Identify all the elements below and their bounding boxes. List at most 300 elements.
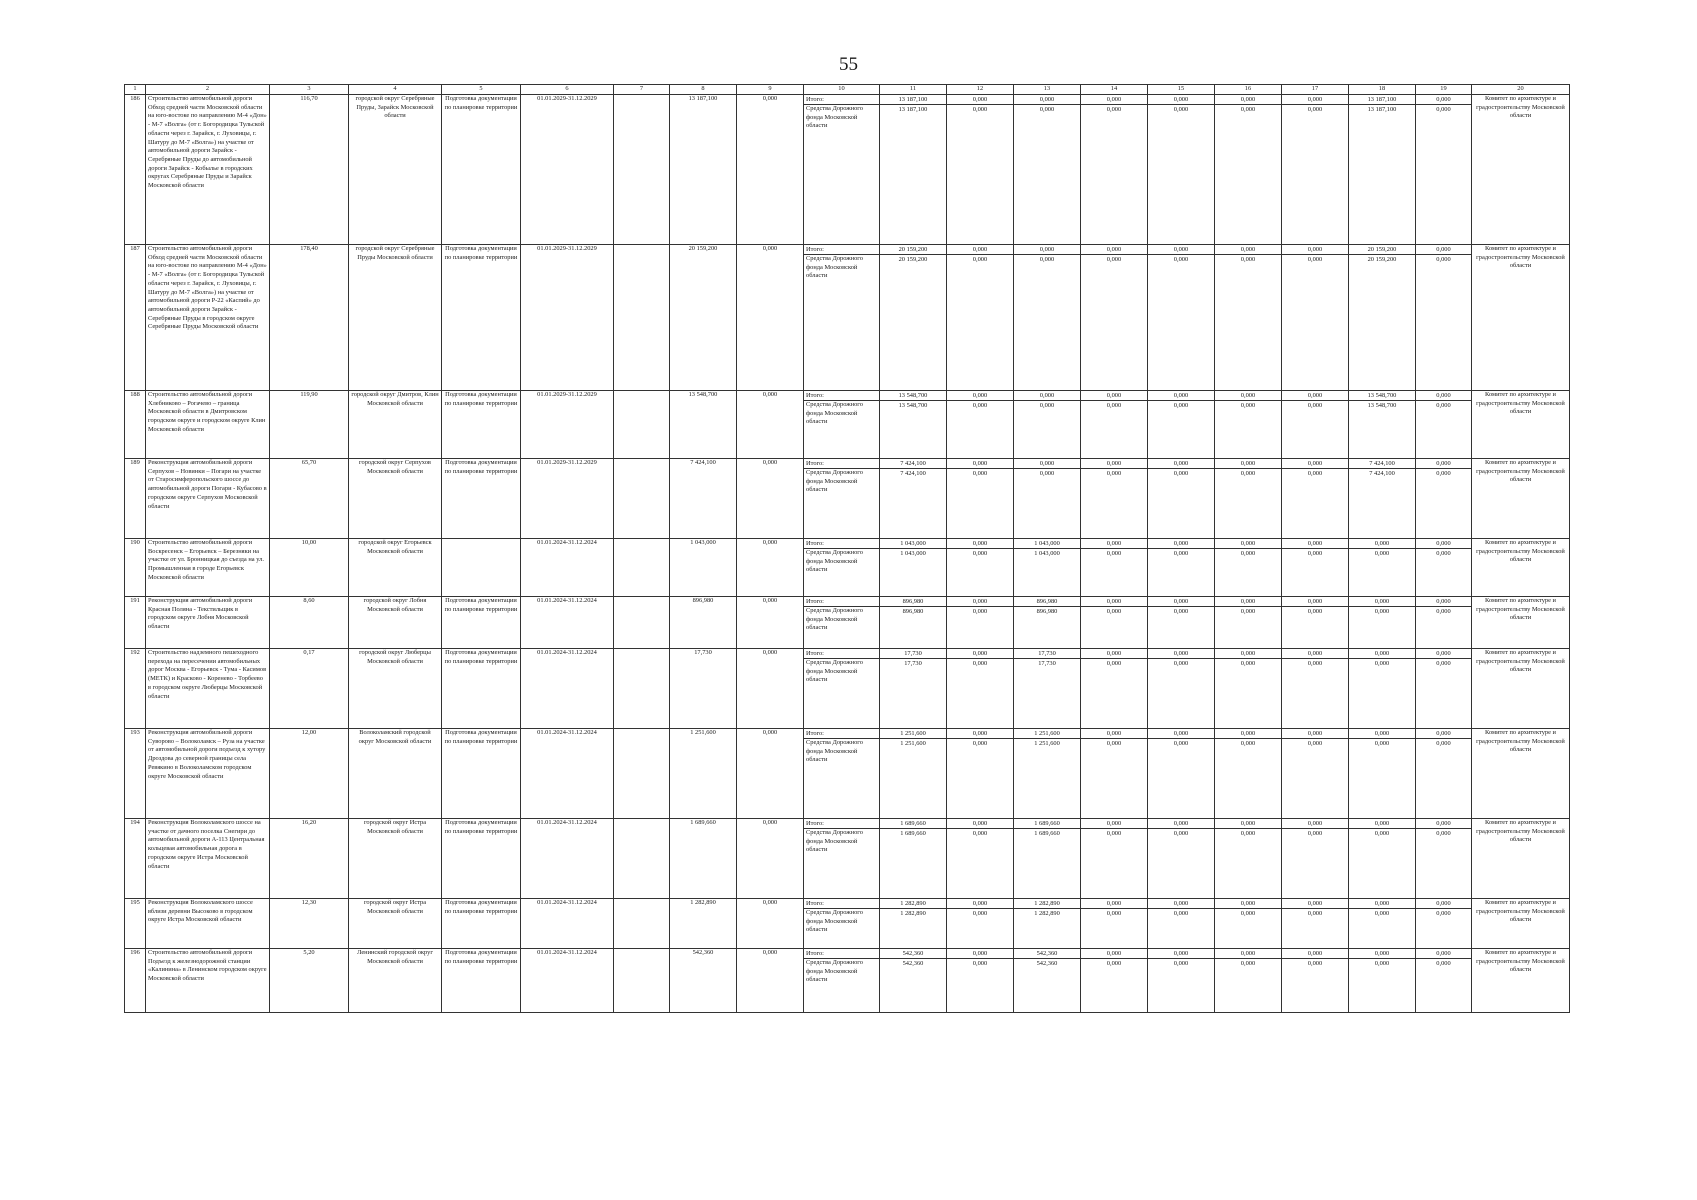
amount-col-15 xyxy=(1148,459,1215,539)
financing-total-label: Итого: xyxy=(804,539,879,549)
amount-col-15 xyxy=(1148,729,1215,819)
amount-source: 0,000 xyxy=(972,660,988,667)
amount-col-17 xyxy=(1282,899,1349,949)
amount-total: 0,000 xyxy=(1148,95,1214,105)
column-7 xyxy=(614,819,670,899)
amount-col-16 xyxy=(1215,819,1282,899)
amount-total: 0,000 xyxy=(1081,819,1147,829)
cost: 542,360 xyxy=(670,949,737,1013)
object-name: Строительство надземного пешеходного перехода на пересечении автомобильных дорог Москва - Егорьевск - Тума - Касимов (МЕТК) и Красково - Коренево - Торбеево в городском округе Люберцы Московской области xyxy=(146,649,270,729)
road-length: 116,70 xyxy=(270,95,349,245)
amount-total: 0,000 xyxy=(1081,245,1147,255)
amount-source: 0,000 xyxy=(1039,402,1055,409)
location: городской округ Серебряные Пруды Московской области xyxy=(349,245,442,391)
amount-total: 7 424,100 xyxy=(1349,459,1415,469)
financing-source-label: Средства Дорожного фонда Московской области xyxy=(806,739,863,764)
financing-total-label: Итого: xyxy=(804,459,879,469)
amount-total: 0,000 xyxy=(1215,391,1281,401)
amount-total: 0,000 xyxy=(1282,391,1348,401)
amount-col-15 xyxy=(1148,649,1215,729)
amount-source: 1 043,000 xyxy=(900,550,926,557)
location: городской округ Серебряные Пруды, Зарайск Московской области xyxy=(349,95,442,245)
amount-source: 0,000 xyxy=(1374,830,1390,837)
row-number: 186 xyxy=(125,95,146,245)
work-type: Подготовка документации по планировке территории xyxy=(442,597,521,649)
amount-source: 0,000 xyxy=(1106,830,1122,837)
amount-total: 13 187,100 xyxy=(1349,95,1415,105)
column-7 xyxy=(614,459,670,539)
table-row xyxy=(125,95,1570,245)
amount-source: 0,000 xyxy=(1374,550,1390,557)
amount-col-11 xyxy=(880,729,947,819)
column-number-19: 19 xyxy=(1416,85,1472,95)
executor: Комитет по архитектуре и градостроительству Московской области xyxy=(1472,459,1570,539)
amount-source: 0,000 xyxy=(972,910,988,917)
road-length: 178,40 xyxy=(270,245,349,391)
column-7 xyxy=(614,245,670,391)
amount-col-15 xyxy=(1148,899,1215,949)
amount-total: 1 282,890 xyxy=(880,899,946,909)
amount-total: 0,000 xyxy=(1215,949,1281,959)
cost: 20 159,200 xyxy=(670,245,737,391)
amount-source: 7 424,100 xyxy=(900,470,926,477)
row-number: 196 xyxy=(125,949,146,1013)
amount-total: 0,000 xyxy=(1282,597,1348,607)
amount-col-18 xyxy=(1349,899,1416,949)
amount-source: 0,000 xyxy=(1173,660,1189,667)
column-number-row xyxy=(125,85,1570,95)
amount-source: 0,000 xyxy=(1039,470,1055,477)
amount-source: 0,000 xyxy=(1374,740,1390,747)
amount-col-13 xyxy=(1014,95,1081,245)
amount-col-11 xyxy=(880,459,947,539)
financing-total-label: Итого: xyxy=(804,95,879,105)
amount-source: 0,000 xyxy=(1307,470,1323,477)
column-9: 0,000 xyxy=(737,729,804,819)
amount-total: 1 689,660 xyxy=(1014,819,1080,829)
amount-total: 17,730 xyxy=(880,649,946,659)
column-9: 0,000 xyxy=(737,539,804,597)
road-length: 16,20 xyxy=(270,819,349,899)
row-number: 195 xyxy=(125,899,146,949)
amount-source: 896,980 xyxy=(1036,608,1058,615)
amount-source: 0,000 xyxy=(972,470,988,477)
amount-total: 20 159,200 xyxy=(1349,245,1415,255)
amount-total: 0,000 xyxy=(1081,597,1147,607)
amount-total: 0,000 xyxy=(947,245,1013,255)
cost: 1 251,600 xyxy=(670,729,737,819)
amount-source: 0,000 xyxy=(1106,550,1122,557)
amount-source: 0,000 xyxy=(1436,402,1451,409)
amount-source: 0,000 xyxy=(972,960,988,967)
executor: Комитет по архитектуре и градостроительству Московской области xyxy=(1472,95,1570,245)
column-number-9: 9 xyxy=(737,85,804,95)
amount-col-13 xyxy=(1014,391,1081,459)
amount-total: 0,000 xyxy=(1282,649,1348,659)
financing-source-label: Средства Дорожного фонда Московской области xyxy=(806,105,863,130)
amount-total: 7 424,100 xyxy=(880,459,946,469)
amount-total: 0,000 xyxy=(1416,949,1471,959)
row-number: 193 xyxy=(125,729,146,819)
amount-source: 0,000 xyxy=(1173,740,1189,747)
amount-total: 0,000 xyxy=(1416,459,1471,469)
amount-source: 0,000 xyxy=(1173,106,1189,113)
location: городской округ Серпухов Московской области xyxy=(349,459,442,539)
column-number-16: 16 xyxy=(1215,85,1282,95)
column-number-6: 6 xyxy=(521,85,614,95)
amount-total: 1 043,000 xyxy=(880,539,946,549)
amount-total: 0,000 xyxy=(1282,95,1348,105)
object-name: Строительство автомобильной дороги Подъезд к железнодорожной станции «Калинина» в Ленинском городском округе Московской области xyxy=(146,949,270,1013)
financing-source-label: Средства Дорожного фонда Московской области xyxy=(806,469,863,494)
cost: 17,730 xyxy=(670,649,737,729)
amount-col-17 xyxy=(1282,649,1349,729)
object-name: Строительство автомобильной дороги Обход средней части Московской области на юго-востоке по направлению М-4 «Дон» - М-7 «Волга» (от г. Богородицка Тульской области через г. Зарайск, г. Луховицы, г. Шатуру до М-7 «Волга») на участке от автомобильной дороги Зарайск - Серебряные Пруды до автомобильной дороги Зарайск - Кобылье в городских округах Серебряные Пруды и Зарайск Московской области xyxy=(146,95,270,245)
amount-col-14 xyxy=(1081,539,1148,597)
amount-col-11 xyxy=(880,539,947,597)
amount-source: 0,000 xyxy=(972,106,988,113)
amount-col-14 xyxy=(1081,729,1148,819)
amount-total: 17,730 xyxy=(1014,649,1080,659)
financing-total-label: Итого: xyxy=(804,949,879,959)
location: Волоколамский городской округ Московской области xyxy=(349,729,442,819)
row-number: 190 xyxy=(125,539,146,597)
location: городской округ Лобня Московской области xyxy=(349,597,442,649)
amount-total: 0,000 xyxy=(1416,95,1471,105)
object-name: Реконструкция Волоколамского шоссе на участке от дачного поселка Снегири до автомобильной дороги А-113 Центральная кольцевая автомобильная дорога в городском округе Истра Московской области xyxy=(146,819,270,899)
financing-source-label: Средства Дорожного фонда Московской области xyxy=(806,959,863,984)
amount-source: 0,000 xyxy=(1240,470,1256,477)
column-number-3: 3 xyxy=(270,85,349,95)
amount-total: 0,000 xyxy=(1282,245,1348,255)
financing-source-label: Средства Дорожного фонда Московской области xyxy=(806,255,863,280)
amount-total: 0,000 xyxy=(1014,95,1080,105)
row-number: 194 xyxy=(125,819,146,899)
amount-col-12 xyxy=(947,391,1014,459)
amount-source: 17,730 xyxy=(904,660,922,667)
amount-total: 542,360 xyxy=(1014,949,1080,959)
location: городской округ Егорьевск Московской области xyxy=(349,539,442,597)
amount-source: 0,000 xyxy=(1307,660,1323,667)
amount-col-13 xyxy=(1014,729,1081,819)
amount-total: 0,000 xyxy=(1349,949,1415,959)
table-row xyxy=(125,819,1570,899)
work-type: Подготовка документации по планировке территории xyxy=(442,459,521,539)
amount-col-13 xyxy=(1014,949,1081,1013)
column-number-5: 5 xyxy=(442,85,521,95)
column-9: 0,000 xyxy=(737,245,804,391)
financing-total-label: Итого: xyxy=(804,649,879,659)
amount-source: 0,000 xyxy=(1374,660,1390,667)
amount-source: 0,000 xyxy=(1106,960,1122,967)
amount-total: 0,000 xyxy=(1349,729,1415,739)
amount-col-16 xyxy=(1215,597,1282,649)
amount-col-13 xyxy=(1014,245,1081,391)
amount-total: 0,000 xyxy=(947,95,1013,105)
cost: 1 282,890 xyxy=(670,899,737,949)
executor: Комитет по архитектуре и градостроительству Московской области xyxy=(1472,391,1570,459)
amount-total: 0,000 xyxy=(1081,729,1147,739)
work-type: Подготовка документации по планировке территории xyxy=(442,391,521,459)
amount-total: 0,000 xyxy=(1014,459,1080,469)
table-row xyxy=(125,539,1570,597)
amount-source: 0,000 xyxy=(1436,550,1451,557)
executor: Комитет по архитектуре и градостроительству Московской области xyxy=(1472,649,1570,729)
amount-total: 0,000 xyxy=(947,729,1013,739)
amount-total: 0,000 xyxy=(1081,649,1147,659)
amount-col-11 xyxy=(880,95,947,245)
amount-total: 0,000 xyxy=(947,539,1013,549)
amount-col-12 xyxy=(947,729,1014,819)
period: 01.01.2024-31.12.2024 xyxy=(521,819,614,899)
amount-col-16 xyxy=(1215,899,1282,949)
financing-source-label: Средства Дорожного фонда Московской области xyxy=(806,549,863,574)
amount-col-16 xyxy=(1215,95,1282,245)
amount-total: 0,000 xyxy=(1416,729,1471,739)
financing-source-label: Средства Дорожного фонда Московской области xyxy=(806,401,863,426)
amount-source: 0,000 xyxy=(1173,910,1189,917)
road-length: 0,17 xyxy=(270,649,349,729)
column-7 xyxy=(614,597,670,649)
column-number-13: 13 xyxy=(1014,85,1081,95)
amount-source: 13 548,700 xyxy=(898,402,928,409)
amount-source: 0,000 xyxy=(1039,256,1055,263)
amount-source: 0,000 xyxy=(1039,106,1055,113)
object-name: Реконструкция автомобильной дороги Суворово – Волоколамск – Руза на участке от автомобильной дороги подъезд к хутору Дроздова до северной границы села Ревякино в Волоколамском городском округе Московской области xyxy=(146,729,270,819)
amount-source: 0,000 xyxy=(1173,470,1189,477)
amount-col-15 xyxy=(1148,95,1215,245)
financing-source-label: Средства Дорожного фонда Московской области xyxy=(806,829,863,854)
amount-col-14 xyxy=(1081,649,1148,729)
amount-total: 0,000 xyxy=(947,459,1013,469)
financing-source xyxy=(804,819,880,899)
column-number-17: 17 xyxy=(1282,85,1349,95)
cost: 13 187,100 xyxy=(670,95,737,245)
cost: 896,980 xyxy=(670,597,737,649)
amount-source: 0,000 xyxy=(1106,106,1122,113)
amount-source: 0,000 xyxy=(1374,960,1390,967)
program-table xyxy=(124,84,1570,1013)
amount-source: 0,000 xyxy=(1307,608,1323,615)
amount-col-18 xyxy=(1349,597,1416,649)
amount-source: 0,000 xyxy=(1436,660,1451,667)
amount-source: 0,000 xyxy=(1307,910,1323,917)
column-9: 0,000 xyxy=(737,95,804,245)
amount-source: 1 251,600 xyxy=(1034,740,1060,747)
amount-total: 1 251,600 xyxy=(1014,729,1080,739)
amount-source: 0,000 xyxy=(972,608,988,615)
column-7 xyxy=(614,95,670,245)
amount-total: 0,000 xyxy=(1349,819,1415,829)
period: 01.01.2024-31.12.2024 xyxy=(521,729,614,819)
column-7 xyxy=(614,899,670,949)
amount-col-14 xyxy=(1081,597,1148,649)
column-9: 0,000 xyxy=(737,899,804,949)
amount-total: 0,000 xyxy=(1416,649,1471,659)
column-7 xyxy=(614,391,670,459)
table-row xyxy=(125,649,1570,729)
cost: 13 548,700 xyxy=(670,391,737,459)
table-row xyxy=(125,729,1570,819)
executor: Комитет по архитектуре и градостроительству Московской области xyxy=(1472,819,1570,899)
amount-source: 0,000 xyxy=(1173,608,1189,615)
amount-source: 896,980 xyxy=(902,608,924,615)
amount-source: 0,000 xyxy=(1173,550,1189,557)
amount-total: 0,000 xyxy=(1148,729,1214,739)
financing-source-label: Средства Дорожного фонда Московской области xyxy=(806,607,863,632)
amount-col-11 xyxy=(880,391,947,459)
financing-source xyxy=(804,729,880,819)
amount-source: 0,000 xyxy=(1240,660,1256,667)
amount-col-11 xyxy=(880,899,947,949)
amount-source: 0,000 xyxy=(1307,740,1323,747)
amount-col-18 xyxy=(1349,245,1416,391)
amount-col-19 xyxy=(1416,899,1472,949)
column-7 xyxy=(614,649,670,729)
amount-col-17 xyxy=(1282,729,1349,819)
amount-col-18 xyxy=(1349,539,1416,597)
amount-col-16 xyxy=(1215,459,1282,539)
amount-source: 1 282,890 xyxy=(1034,910,1060,917)
period: 01.01.2024-31.12.2024 xyxy=(521,949,614,1013)
amount-total: 0,000 xyxy=(1215,729,1281,739)
amount-col-18 xyxy=(1349,391,1416,459)
amount-total: 0,000 xyxy=(1215,819,1281,829)
amount-total: 0,000 xyxy=(1148,819,1214,829)
amount-col-13 xyxy=(1014,597,1081,649)
financing-total-label: Итого: xyxy=(804,245,879,255)
amount-source: 542,360 xyxy=(1036,960,1058,967)
financing-total-label: Итого: xyxy=(804,899,879,909)
amount-source: 7 424,100 xyxy=(1369,470,1395,477)
road-length: 10,00 xyxy=(270,539,349,597)
amount-source: 0,000 xyxy=(1106,910,1122,917)
amount-total: 0,000 xyxy=(1148,899,1214,909)
amount-source: 0,000 xyxy=(972,740,988,747)
amount-source: 1 282,890 xyxy=(900,910,926,917)
amount-source: 0,000 xyxy=(1106,660,1122,667)
amount-col-19 xyxy=(1416,729,1472,819)
amount-total: 0,000 xyxy=(1081,459,1147,469)
amount-source: 0,000 xyxy=(972,830,988,837)
amount-source: 0,000 xyxy=(1307,960,1323,967)
amount-total: 0,000 xyxy=(1282,819,1348,829)
amount-col-17 xyxy=(1282,819,1349,899)
amount-total: 0,000 xyxy=(1349,899,1415,909)
amount-total: 0,000 xyxy=(947,649,1013,659)
amount-col-18 xyxy=(1349,649,1416,729)
amount-total: 0,000 xyxy=(1215,95,1281,105)
column-9: 0,000 xyxy=(737,459,804,539)
amount-col-19 xyxy=(1416,819,1472,899)
road-length: 12,30 xyxy=(270,899,349,949)
amount-source: 1 251,600 xyxy=(900,740,926,747)
amount-total: 0,000 xyxy=(1215,649,1281,659)
amount-total: 0,000 xyxy=(1148,597,1214,607)
amount-col-18 xyxy=(1349,95,1416,245)
column-number-18: 18 xyxy=(1349,85,1416,95)
period: 01.01.2024-31.12.2024 xyxy=(521,899,614,949)
amount-total: 0,000 xyxy=(1282,459,1348,469)
amount-col-17 xyxy=(1282,949,1349,1013)
amount-col-16 xyxy=(1215,729,1282,819)
amount-source: 0,000 xyxy=(1436,830,1451,837)
amount-total: 0,000 xyxy=(1014,391,1080,401)
amount-col-13 xyxy=(1014,819,1081,899)
amount-total: 0,000 xyxy=(1215,539,1281,549)
amount-source: 17,730 xyxy=(1038,660,1056,667)
amount-total: 0,000 xyxy=(947,391,1013,401)
column-number-10: 10 xyxy=(804,85,880,95)
road-length: 65,70 xyxy=(270,459,349,539)
table-row xyxy=(125,949,1570,1013)
location: городской округ Люберцы Московской области xyxy=(349,649,442,729)
row-number: 192 xyxy=(125,649,146,729)
period: 01.01.2024-31.12.2024 xyxy=(521,597,614,649)
amount-source: 0,000 xyxy=(1106,402,1122,409)
amount-source: 0,000 xyxy=(1106,608,1122,615)
amount-col-16 xyxy=(1215,245,1282,391)
column-number-1: 1 xyxy=(125,85,146,95)
amount-total: 896,980 xyxy=(1014,597,1080,607)
work-type: Подготовка документации по планировке территории xyxy=(442,949,521,1013)
amount-col-12 xyxy=(947,539,1014,597)
row-number: 188 xyxy=(125,391,146,459)
amount-total: 0,000 xyxy=(1215,899,1281,909)
object-name: Реконструкция автомобильной дороги Красная Поляна - Текстильщик в городском округе Лобня Московской области xyxy=(146,597,270,649)
amount-col-19 xyxy=(1416,949,1472,1013)
amount-source: 0,000 xyxy=(1240,550,1256,557)
amount-source: 0,000 xyxy=(1436,608,1451,615)
amount-col-19 xyxy=(1416,459,1472,539)
amount-source: 13 187,100 xyxy=(1367,106,1397,113)
amount-total: 0,000 xyxy=(1349,539,1415,549)
amount-total: 0,000 xyxy=(1416,899,1471,909)
object-name: Строительство автомобильной дороги Обход средней части Московской области на юго-востоке по направлению М-4 «Дон» - М-7 «Волга» (от г. Богородицка Тульской области через г. Зарайск, г. Луховицы, г. Шатуру до М-7 «Волга») на участке от автомобильной дороги Р-22 «Каспий» до автомобильной дороги Зарайск - Серебряные Пруды в городском округе Серебряные Пруды Московской области xyxy=(146,245,270,391)
financing-source xyxy=(804,459,880,539)
period: 01.01.2024-31.12.2024 xyxy=(521,649,614,729)
amount-col-18 xyxy=(1349,949,1416,1013)
object-name: Строительство автомобильной дороги Воскресенск – Егорьевск – Березняки на участке от ул. Бронницкая до съезда на ул. Промышленная в городе Егорьевск Московской области xyxy=(146,539,270,597)
amount-col-16 xyxy=(1215,391,1282,459)
financing-source xyxy=(804,95,880,245)
financing-source xyxy=(804,597,880,649)
amount-total: 1 282,890 xyxy=(1014,899,1080,909)
amount-col-19 xyxy=(1416,539,1472,597)
amount-total: 0,000 xyxy=(1148,649,1214,659)
amount-col-13 xyxy=(1014,539,1081,597)
amount-source: 0,000 xyxy=(1106,470,1122,477)
amount-source: 0,000 xyxy=(1240,830,1256,837)
amount-col-19 xyxy=(1416,597,1472,649)
amount-col-12 xyxy=(947,649,1014,729)
amount-source: 0,000 xyxy=(1436,740,1451,747)
executor: Комитет по архитектуре и градостроительству Московской области xyxy=(1472,949,1570,1013)
column-number-4: 4 xyxy=(349,85,442,95)
amount-source: 0,000 xyxy=(1307,830,1323,837)
amount-col-13 xyxy=(1014,459,1081,539)
amount-total: 0,000 xyxy=(1148,459,1214,469)
column-7 xyxy=(614,539,670,597)
amount-source: 1 043,000 xyxy=(1034,550,1060,557)
table-row xyxy=(125,391,1570,459)
period: 01.01.2029-31.12.2029 xyxy=(521,391,614,459)
work-type: Подготовка документации по планировке территории xyxy=(442,95,521,245)
column-number-20: 20 xyxy=(1472,85,1570,95)
executor: Комитет по архитектуре и градостроительству Московской области xyxy=(1472,539,1570,597)
column-number-2: 2 xyxy=(146,85,270,95)
column-9: 0,000 xyxy=(737,649,804,729)
